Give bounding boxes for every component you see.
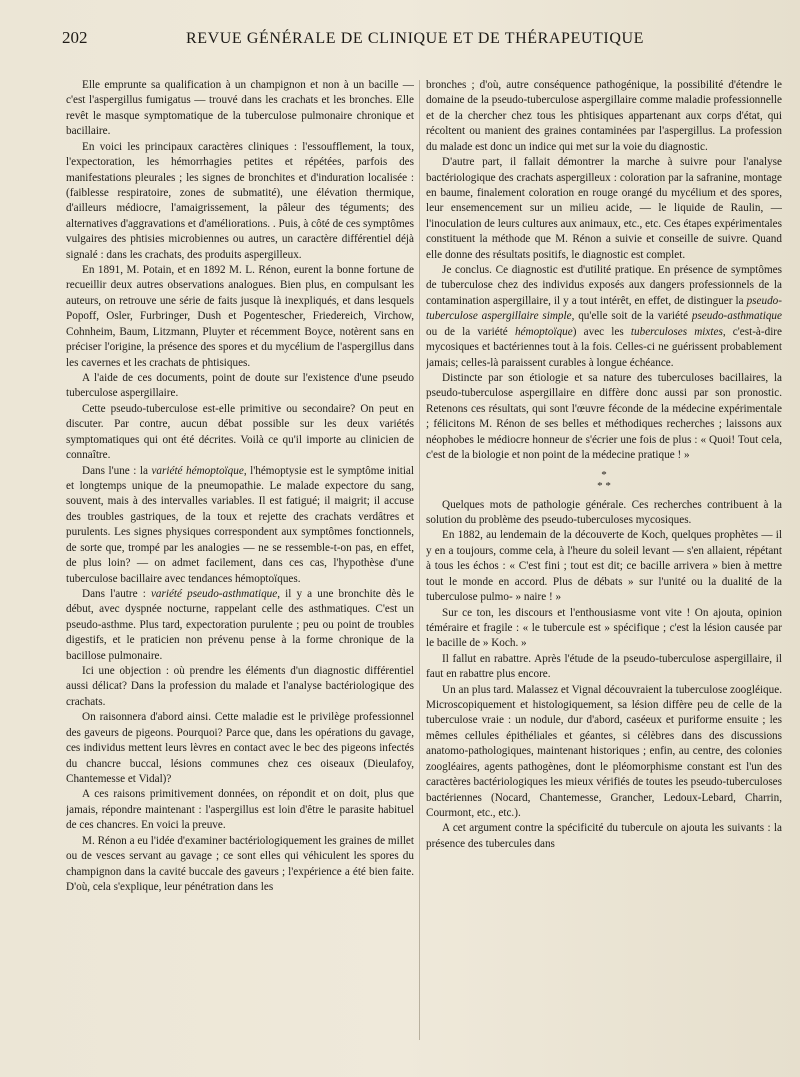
running-header — [62, 28, 738, 52]
paragraph: A cet argument contre la spécificité du tubercule on ajouta les suivants : la présence des tubercules dans — [426, 822, 782, 850]
left-column — [66, 78, 414, 1058]
emphasis: variété pseudo-asthmatique — [150, 587, 278, 600]
text-run: , l'hémoptysie est le symptôme initial et longtemps unique de la pneumopathie. Le malade expectore du sang, souvent, mais à des intervalles variables. Il est fatigué; il maigrit; il accuse des troubles gastriques, de la toux et rejette des crachats verdâtres et purulents. Les signes physiques correspondent aux symptômes fonctionnels, de sorte que, trompé par les analogies — ne se ressemble-t-on pas, en effet, de plus loin? — on admet facilement, dans ces cas, l'hypothèse d'une tuberculose bacillaire avec tendances hémoptoïques. — [66, 464, 414, 585]
paragraph: En 1882, au lendemain de la découverte de Koch, quelques prophètes — il y en a toujours, comme cela, à l'heure du soleil levant — s'en allaient, répétant à tous les échos : « C'est fini ; tout est dit; ce bacille arrivera » bien à mettre tout le monde en accord. Plus de débats » sur l'unité ou la dualité de la tuberculose pulmo- » naire ! » — [426, 529, 782, 604]
text-run: ou de la variété — [426, 325, 515, 338]
paragraph: En 1891, M. Potain, et en 1892 M. L. Rénon, eurent la bonne fortune de recueillir deux autres observations analogues. Bien plus, en compulsant les auteurs, on retrouve une série de faits jusque là inexpliqués, et dans lesquels Popoff, Osler, Furbringer, Dush et Pogentescher, Friedereich, Virchow, Cohnheim, Baum, Litzmann, Pluyter et récemment Boyce, notèrent sans en préciser l'origine, la présence des spores et du mycélium de l'aspergillus dans les cavernes et les crachats de phtisiques. — [66, 264, 414, 369]
paragraph: A ces raisons primitivement données, on répondit et on doit, plus que jamais, répondre maintenant : l'aspergillus est loin d'être le parasite habituel de ces chancres. En voici la preuve. — [66, 788, 414, 832]
asterisk-bottom: * * — [597, 479, 611, 492]
paragraph: D'autre part, il fallait démontrer la marche à suivre pour l'analyse bactériologique des crachats aspergilleux : coloration par la safranine, montage en baume, finalement coloration en rouge orangé du mycélium et des spores, leur ensemencement sur un milieu acide, — le liquide de Raulin, — l'inoculation de leurs cultures aux animaux, etc., etc. Ces étapes expérimentales constituent la méthode que M. Rénon a suivie et conseille de suivre. Quand elle donne des résultats positifs, le diagnostic est complet. — [426, 156, 782, 261]
paragraph: On raisonnera d'abord ainsi. Cette maladie est le privilège professionnel des gaveurs de pigeons. Pourquoi? Parce que, dans les opérations du gavage, ces individus mettent leurs lèvres en contact avec le bec des pigeons infectés du chancre buccal, lésions communes chez ces oiseaux (Dieulafoy, Chantemesse et Vidal)? — [66, 711, 414, 785]
paragraph: Distincte par son étiologie et sa nature des tuberculoses bacillaires, la pseudo-tuberculose aspergillaire en diffère donc aussi par son pronostic. Retenons ces résultats, qui sont l'œuvre féconde de la médecine expérimentale ; félicitons M. Rénon de ses belles et méthodiques recherches ; laissons aux néophobes le médiocre honneur de s'écrier une fois de plus : « Quoi! Tout cela, c'est de la biologie et non point de la médecine pratique ! » — [426, 372, 782, 462]
paragraph: En voici les principaux caractères cliniques : l'essoufflement, la toux, l'expectoration, les hémorrhagies petites et répétées, parfois des manifestations pleurales ; les signes de bronchites et d'induration localisée : (faiblesse respiratoire, zones de submatité), une élévation thermique, d'ailleurs médiocre, l'amaigrissement, la pâleur des téguments; des alternatives d'aggravations et d'améliorations. . Puis, à côté de ces symptômes vulgaires des phtisies microbiennes ou autres, un caractère différentiel déjà signalé : dans les crachats, des produits aspergilleux. — [66, 140, 414, 261]
paragraph: Un an plus tard. Malassez et Vignal découvraient la tuberculose zoogléique. Microscopiquement et histologiquement, sa lésion diffère peu de celle de la tuberculose vraie : un nodule, dur d'abord, caséeux et puriforme ensuite ; les mêmes cellules épithéliales et géantes, si célèbres dans des discussions anatomo-pathologiques, maintenant historiques ; enfin, au centre, des colonies zoogléaires, agents pathogènes, dont le pléomorphisme constant est l'un des caractères bactériologiques les mieux vérifiés de toutes les pseudo-tuberculoses bactériennes (Nocard, Chantemesse, Grancher, Ledoux-Lebard, Charrin, Courmont, etc., etc.). — [426, 683, 782, 819]
page-number: 202 — [62, 28, 88, 47]
paragraph: A l'aide de ces documents, point de doute sur l'existence d'une pseudo tuberculose aspergillaire. — [66, 372, 414, 400]
emphasis: tuberculoses mixtes — [630, 325, 723, 338]
text-run: Je conclus. Ce diagnostic est d'utilité pratique. En présence de symptômes de tuberculose chez des individus exposés aux dangers professionnels de la contamination aspergillaire, il y a tout intérêt, en effet, de distinguer la — [426, 264, 782, 307]
emphasis: pseudo-tuberculose aspergillaire simple — [426, 294, 782, 323]
paragraph: M. Rénon a eu l'idée d'examiner bactériologiquement les graines de millet ou de vesces servant au gavage ; ce sont elles qui véhiculent les spores du champignon dans la cavité buccale des gaveurs ; l'expérience a été bien faite. D'où, cela s'explique, leur pénétration dans les — [66, 834, 414, 893]
paragraph: Quelques mots de pathologie générale. Ces recherches contribuent à la solution du problème des pseudo-tuberculoses mycosiques. — [426, 498, 782, 526]
paragraph: Ici une objection : où prendre les éléments d'un diagnostic différentiel aussi délicat? Dans la profession du malade et l'analyse bactériologique des crachats. — [66, 665, 414, 708]
running-title: REVUE GÉNÉRALE DE CLINIQUE ET DE THÉRAPEUTIQUE — [185, 30, 645, 47]
paragraph — [426, 263, 782, 371]
asterisk-top: * — [601, 468, 607, 481]
text-run: , il y a une bronchite dès le début, avec dyspnée nocturne, rappelant celle des asthmatiques. C'est un pseudo-asthme. Plus tard, expectoration purulente ; peu ou point de troubles digestifs, et le praticien non prévenu pense à la forme chronique de la bacillose pulmonaire. — [66, 587, 414, 662]
paragraph: Sur ce ton, les discours et l'enthousiasme vont vite ! On ajouta, opinion téméraire et fragile : « le tubercule est » spécifique ; c'est la lésion causée par le bacille de » Koch. » — [426, 606, 782, 650]
text-run: Dans l'autre : — [82, 587, 151, 600]
emphasis: variété hémoptoïque — [151, 464, 244, 477]
paragraph: bronches ; d'où, autre conséquence pathogénique, la possibilité d'étendre le domaine de la pseudo-tuberculose aspergillaire comme maladie professionnelle et de la chercher chez tous les phtisiques appartenant aux corps d'état, qui récoltent ou manient des graines contaminées par l'aspergillus. La profession du malade est donc un indice qui met sur la voie du diagnostic. — [426, 79, 782, 153]
column-divider — [419, 80, 420, 1040]
emphasis: pseudo-asthmatique — [691, 310, 782, 323]
section-separator — [426, 470, 782, 492]
paragraph — [66, 587, 414, 664]
text-run: , c'est-à-dire mycosiques et bactériennes tout à la fois. Celles-ci ne guérissent probablement jamais; celles-là paraissent curables à longue échéance. — [426, 325, 782, 369]
paragraph: Cette pseudo-tuberculose est-elle primitive ou secondaire? On peut en discuter. Par contre, aucun débat possible sur les deux variétés symptomatiques qui ont été décrites. Voilà ce qu'il importe au clinicien de connaître. — [66, 402, 414, 462]
paragraph: Elle emprunte sa qualification à un champignon et non à un bacille — c'est l'aspergillus fumigatus — trouvé dans les crachats et les bronches. Elle revêt le masque symptomatique de la tuberculose pulmonaire chronique et bacillaire. — [66, 79, 414, 138]
paragraph — [66, 464, 414, 587]
text-run: Dans l'une : la — [82, 464, 152, 477]
text-run: ) avec les — [572, 325, 631, 338]
emphasis: hémoptoïque — [514, 325, 573, 338]
paragraph: Il fallut en rabattre. Après l'étude de la pseudo-tuberculose aspergillaire, il faut en rabattre plus encore. — [426, 652, 782, 681]
text-run: , qu'elle soit de la variété — [571, 310, 692, 323]
right-column — [426, 78, 782, 1058]
